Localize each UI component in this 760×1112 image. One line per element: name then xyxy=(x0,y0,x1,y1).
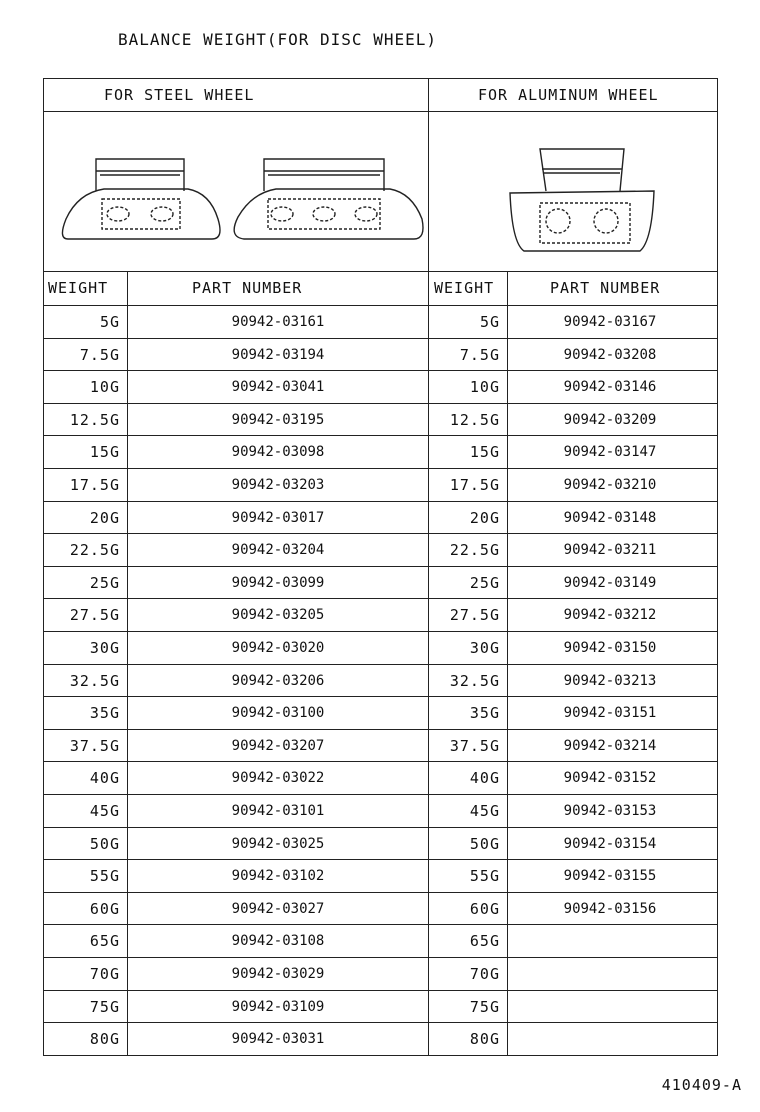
steel-weight-cell: 10G xyxy=(89,378,120,397)
steel-part-number-cell: 90942-03031 xyxy=(231,1031,325,1048)
header-steel-weight: WEIGHT xyxy=(48,279,109,297)
aluminum-part-number-cell: 90942-03146 xyxy=(563,379,657,396)
aluminum-weight-cell: 60G xyxy=(469,899,500,918)
steel-part-number-cell: 90942-03203 xyxy=(231,477,325,493)
steel-weight-cell: 75G xyxy=(89,997,120,1016)
aluminum-weight-drawing xyxy=(428,111,719,271)
steel-part-number-cell: 90942-03099 xyxy=(231,574,325,591)
aluminum-part-number-cell: 90942-03156 xyxy=(563,900,657,917)
steel-part-number-cell: 90942-03027 xyxy=(231,900,325,917)
steel-weight-cell: 37.5G xyxy=(69,736,120,755)
aluminum-part-number-cell: 90942-03151 xyxy=(563,705,657,722)
table-row xyxy=(44,893,717,926)
aluminum-weight-cell: 10G xyxy=(469,378,500,397)
table-row xyxy=(44,860,717,893)
steel-weight-cell: 25G xyxy=(89,573,120,592)
table-row xyxy=(44,828,717,861)
table-row xyxy=(44,991,717,1024)
steel-part-number-cell: 90942-03161 xyxy=(231,314,325,330)
aluminum-part-number-cell: 90942-03212 xyxy=(563,607,657,624)
aluminum-part-number-cell: 90942-03167 xyxy=(563,314,657,330)
aluminum-part-number-cell: 90942-03154 xyxy=(563,835,657,852)
steel-weight-cell: 40G xyxy=(89,769,120,788)
section-title-aluminum: FOR ALUMINUM WHEEL xyxy=(478,86,659,104)
aluminum-weight-cell: 37.5G xyxy=(449,736,500,755)
aluminum-weight-cell: 27.5G xyxy=(449,606,500,625)
aluminum-part-number-cell: 90942-03211 xyxy=(563,542,657,559)
steel-part-number-cell: 90942-03204 xyxy=(231,542,325,559)
steel-weights-drawing xyxy=(44,111,428,271)
aluminum-part-number-cell xyxy=(510,925,710,957)
table-row xyxy=(44,730,717,763)
steel-part-number-cell: 90942-03098 xyxy=(231,444,325,461)
steel-part-number-cell: 90942-03100 xyxy=(231,705,325,722)
header-aluminum-part-number: PART NUMBER xyxy=(550,279,661,297)
aluminum-weight-cell: 12.5G xyxy=(449,410,500,429)
aluminum-wheel-weight-illustration xyxy=(428,111,719,271)
aluminum-part-number-cell: 90942-03148 xyxy=(563,509,657,526)
aluminum-weight-cell: 17.5G xyxy=(449,476,500,494)
steel-weight-cell: 55G xyxy=(89,867,120,886)
steel-weight-cell: 7.5G xyxy=(79,345,120,364)
page-title: BALANCE WEIGHT(FOR DISC WHEEL) xyxy=(118,30,437,49)
aluminum-weight-cell: 45G xyxy=(469,802,500,820)
aluminum-weight-cell: 20G xyxy=(469,508,500,527)
table-row xyxy=(44,925,717,958)
aluminum-weight-cell: 50G xyxy=(469,834,500,853)
aluminum-weight-cell: 40G xyxy=(469,769,500,788)
aluminum-weight-cell: 22.5G xyxy=(449,541,500,560)
steel-weight-cell: 15G xyxy=(89,443,120,462)
aluminum-part-number-cell: 90942-03152 xyxy=(563,770,657,787)
aluminum-part-number-cell xyxy=(510,958,710,990)
aluminum-weight-cell: 70G xyxy=(469,965,500,983)
table-row xyxy=(44,958,717,991)
steel-weight-cell: 45G xyxy=(89,802,120,820)
steel-weight-cell: 80G xyxy=(89,1030,120,1049)
aluminum-weight-cell: 7.5G xyxy=(459,345,500,364)
aluminum-weight-cell: 65G xyxy=(469,932,500,951)
steel-part-number-cell: 90942-03194 xyxy=(231,346,325,363)
table-row xyxy=(44,306,717,339)
steel-part-number-cell: 90942-03025 xyxy=(231,835,325,852)
header-steel-part-number: PART NUMBER xyxy=(192,279,303,297)
steel-part-number-cell: 90942-03195 xyxy=(231,411,325,428)
aluminum-part-number-cell: 90942-03208 xyxy=(563,346,657,363)
steel-weight-cell: 70G xyxy=(89,965,120,983)
table-row xyxy=(44,697,717,730)
steel-weight-cell: 12.5G xyxy=(69,410,120,429)
header-aluminum-weight: WEIGHT xyxy=(434,279,495,297)
steel-part-number-cell: 90942-03109 xyxy=(231,998,325,1015)
steel-weight-cell: 5G xyxy=(99,313,120,331)
aluminum-part-number-cell: 90942-03149 xyxy=(563,574,657,591)
steel-part-number-cell: 90942-03101 xyxy=(231,803,325,819)
steel-part-number-cell: 90942-03017 xyxy=(231,509,325,526)
steel-part-number-cell: 90942-03020 xyxy=(231,640,325,656)
table-row xyxy=(44,371,717,404)
aluminum-part-number-cell xyxy=(510,991,710,1023)
aluminum-weight-cell: 55G xyxy=(469,867,500,886)
aluminum-weight-cell: 30G xyxy=(469,639,500,657)
steel-weight-cell: 17.5G xyxy=(69,476,120,494)
steel-weight-cell: 35G xyxy=(89,704,120,723)
section-title-steel: FOR STEEL WHEEL xyxy=(104,86,255,104)
aluminum-part-number-cell xyxy=(510,1023,710,1055)
steel-weight-cell: 60G xyxy=(89,899,120,918)
table-row xyxy=(44,795,717,828)
steel-wheel-weights-illustration xyxy=(44,111,428,271)
table-row xyxy=(44,534,717,567)
steel-weight-cell: 32.5G xyxy=(69,671,120,690)
steel-weight-cell: 27.5G xyxy=(69,606,120,625)
table-row xyxy=(44,599,717,632)
steel-part-number-cell: 90942-03108 xyxy=(231,933,325,950)
steel-part-number-cell: 90942-03206 xyxy=(231,672,325,689)
steel-weight-cell: 20G xyxy=(89,508,120,527)
steel-part-number-cell: 90942-03029 xyxy=(231,966,325,982)
aluminum-weight-cell: 35G xyxy=(469,704,500,723)
aluminum-part-number-cell: 90942-03210 xyxy=(563,477,657,493)
table-row xyxy=(44,436,717,469)
steel-part-number-cell: 90942-03041 xyxy=(231,379,325,396)
table-row xyxy=(44,665,717,698)
steel-part-number-cell: 90942-03207 xyxy=(231,737,325,754)
steel-part-number-cell: 90942-03102 xyxy=(231,868,325,885)
aluminum-part-number-cell: 90942-03155 xyxy=(563,868,657,885)
aluminum-part-number-cell: 90942-03214 xyxy=(563,737,657,754)
aluminum-part-number-cell: 90942-03213 xyxy=(563,672,657,689)
aluminum-part-number-cell: 90942-03147 xyxy=(563,444,657,461)
table-row xyxy=(44,1023,717,1056)
table-row xyxy=(44,567,717,600)
aluminum-part-number-cell: 90942-03153 xyxy=(563,803,657,819)
aluminum-weight-cell: 80G xyxy=(469,1030,500,1049)
aluminum-weight-cell: 25G xyxy=(469,573,500,592)
parts-table xyxy=(43,78,718,1056)
steel-part-number-cell: 90942-03022 xyxy=(231,770,325,787)
aluminum-weight-cell: 5G xyxy=(479,313,500,331)
table-row xyxy=(44,762,717,795)
steel-weight-cell: 22.5G xyxy=(69,541,120,560)
aluminum-weight-cell: 32.5G xyxy=(449,671,500,690)
figure-code: 410409-A xyxy=(661,1076,742,1094)
steel-weight-cell: 65G xyxy=(89,932,120,951)
aluminum-weight-cell: 75G xyxy=(469,997,500,1016)
table-row xyxy=(44,469,717,502)
steel-weight-cell: 30G xyxy=(89,639,120,657)
steel-part-number-cell: 90942-03205 xyxy=(231,607,325,624)
steel-weight-cell: 50G xyxy=(89,834,120,853)
table-row xyxy=(44,404,717,437)
table-row xyxy=(44,339,717,372)
aluminum-part-number-cell: 90942-03209 xyxy=(563,411,657,428)
table-row xyxy=(44,632,717,665)
aluminum-part-number-cell: 90942-03150 xyxy=(563,640,657,656)
aluminum-weight-cell: 15G xyxy=(469,443,500,462)
table-row xyxy=(44,502,717,535)
